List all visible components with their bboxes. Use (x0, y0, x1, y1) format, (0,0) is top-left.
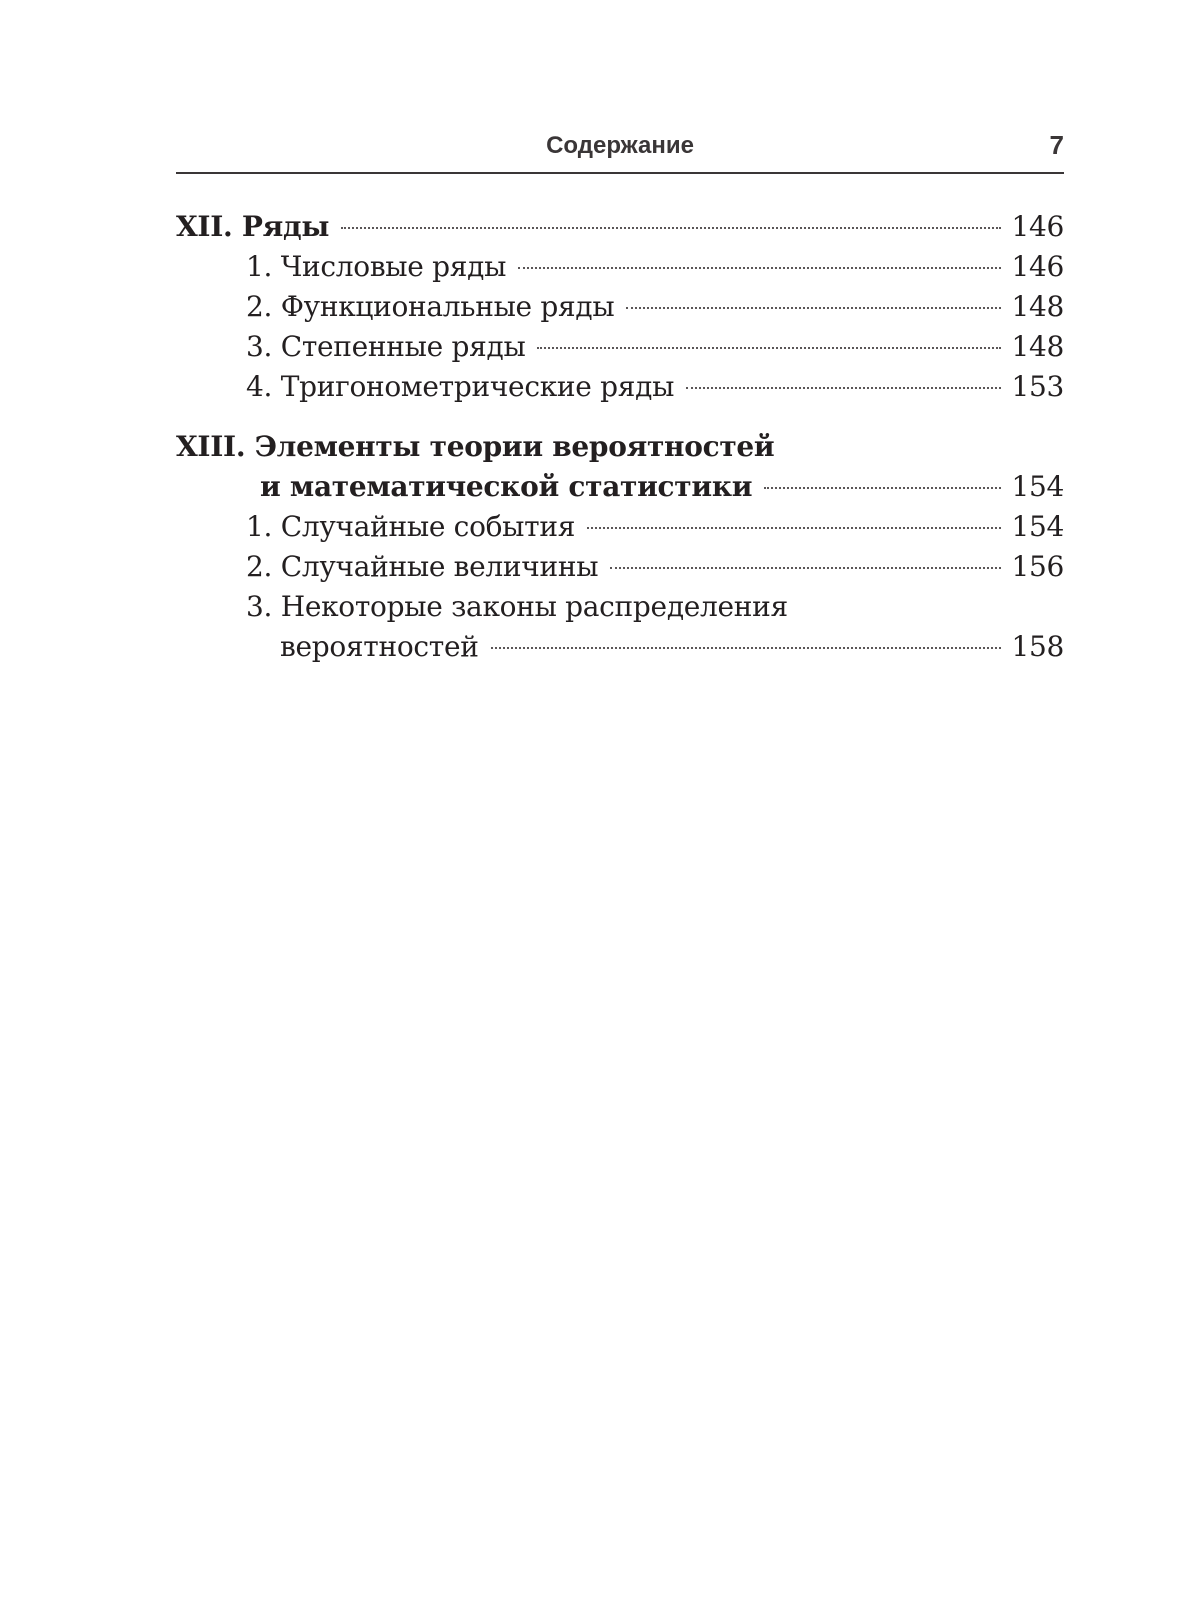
toc-section-12-2[interactable] (176, 287, 1064, 327)
section-page: 148 (1011, 290, 1064, 323)
dot-leader (491, 647, 1002, 649)
chapter-title: XII. Ряды (176, 210, 330, 243)
toc-section-12-1[interactable] (176, 247, 1064, 287)
chapter-title-line-1: XIII. Элементы теории вероятностей (176, 430, 775, 463)
chapter-page: 146 (1011, 210, 1064, 243)
section-page: 154 (1011, 510, 1064, 543)
toc-section-13-1[interactable] (176, 507, 1064, 547)
section-page: 153 (1011, 370, 1064, 403)
dot-leader (587, 527, 1001, 529)
running-head (176, 128, 1064, 174)
toc-chapter-13[interactable] (176, 427, 1064, 507)
dot-leader (626, 307, 1001, 309)
section-page: 158 (1011, 630, 1064, 663)
section-title: 2. Функциональные ряды (246, 290, 615, 323)
section-title: 2. Случайные величины (246, 550, 599, 583)
chapter-title-line-2: и математической статистики (260, 470, 753, 503)
section-page: 148 (1011, 330, 1064, 363)
dot-leader (518, 267, 1001, 269)
dot-leader (686, 387, 1001, 389)
dot-leader (341, 227, 1001, 229)
section-page: 146 (1011, 250, 1064, 283)
section-title-line-1: 3. Некоторые законы распределения (246, 590, 788, 623)
toc-section-12-4[interactable] (176, 367, 1064, 407)
section-title: 1. Числовые ряды (246, 250, 507, 283)
table-of-contents (176, 207, 1064, 667)
running-head-title: Содержание (546, 132, 694, 159)
section-title: 1. Случайные события (246, 510, 576, 543)
toc-section-12-3[interactable] (176, 327, 1064, 367)
dot-leader (610, 567, 1001, 569)
toc-section-13-3[interactable] (176, 587, 1064, 667)
chapter-page: 154 (1011, 470, 1064, 503)
section-page: 156 (1011, 550, 1064, 583)
toc-section-13-2[interactable] (176, 547, 1064, 587)
section-title: 3. Степенные ряды (246, 330, 526, 363)
dot-leader (764, 487, 1001, 489)
page-number: 7 (1049, 130, 1064, 160)
section-title-line-2: вероятностей (280, 630, 479, 663)
chapter-spacer (176, 407, 1064, 427)
section-title: 4. Тригонометрические ряды (246, 370, 675, 403)
toc-chapter-12[interactable] (176, 207, 1064, 247)
dot-leader (537, 347, 1001, 349)
